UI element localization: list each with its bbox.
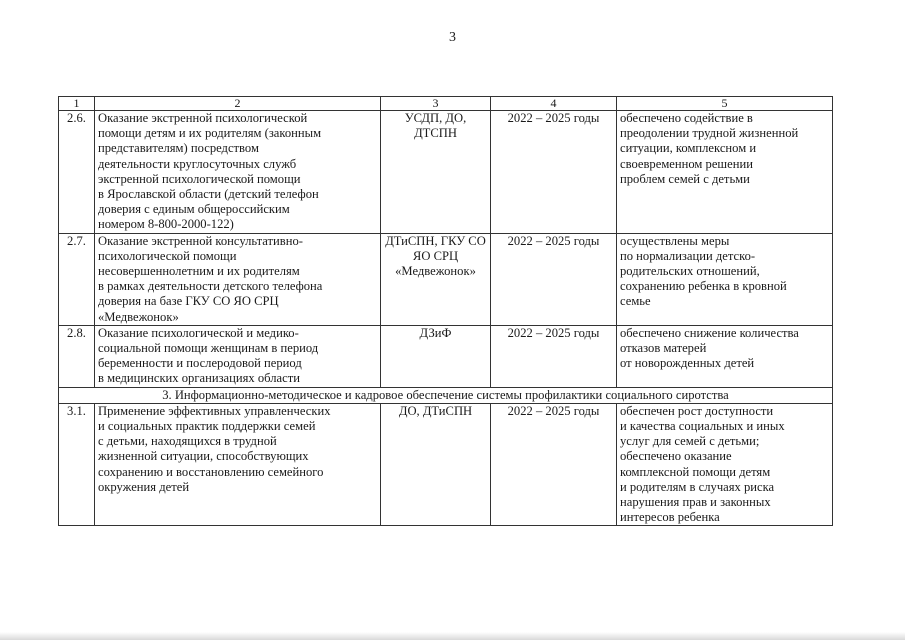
table-header-row: [59, 97, 833, 111]
header-col-5: 5: [617, 97, 833, 111]
row-result: обеспечено содействие в преодолении трудной жизненной ситуации, комплексном и своевременном решении проблем семей с детьми: [617, 111, 833, 234]
row-number: 2.7.: [59, 233, 95, 325]
row-result: осуществлены меры по нормализации детско- родительских отношений, сохранению ребенка в кровной семье: [617, 233, 833, 325]
row-executor: УСДП, ДО, ДТСПН: [381, 111, 491, 234]
scan-edge: [0, 632, 905, 640]
row-number: 2.8.: [59, 325, 95, 387]
row-executor: ДО, ДТиСПН: [381, 403, 491, 526]
row-result: обеспечен рост доступности и качества социальных и иных услуг для семей с детьми; обеспечено оказание комплексной помощи детям и родителям в случаях риска нарушения прав и законных интересов ребенка: [617, 403, 833, 526]
row-term: 2022 – 2025 годы: [491, 111, 617, 234]
row-executor: ДЗиФ: [381, 325, 491, 387]
table-row: [59, 325, 833, 387]
header-col-2: 2: [95, 97, 381, 111]
row-term: 2022 – 2025 годы: [491, 403, 617, 526]
row-result: обеспечено снижение количества отказов матерей от новорожденных детей: [617, 325, 833, 387]
table-row: [59, 403, 833, 526]
section-row: [59, 387, 833, 403]
row-task: Оказание психологической и медико- социальной помощи женщинам в период беременности и послеродовой период в медицинских организациях области: [95, 325, 381, 387]
table-row: [59, 111, 833, 234]
row-executor: ДТиСПН, ГКУ СО ЯО СРЦ «Медвежонок»: [381, 233, 491, 325]
table-row: [59, 233, 833, 325]
header-col-4: 4: [491, 97, 617, 111]
header-col-1: 1: [59, 97, 95, 111]
row-task: Оказание экстренной психологической помощи детям и их родителям (законным представителям) посредством деятельности круглосуточных служб экстренной психологической помощи в Ярославской области (детский телефон доверия с единым общероссийским номером 8-800-2000-122): [95, 111, 381, 234]
row-task: Применение эффективных управленческих и социальных практик поддержки семей с детьми, находящихся в трудной жизненной ситуации, способствующих сохранению и восстановлению семейного окружения детей: [95, 403, 381, 526]
row-task: Оказание экстренной консультативно- психологической помощи несовершеннолетним и их родителям в рамках деятельности детского телефона доверия на базе ГКУ СО ЯО СРЦ «Медвежонок»: [95, 233, 381, 325]
row-term: 2022 – 2025 годы: [491, 325, 617, 387]
section-title: 3. Информационно-методическое и кадровое обеспечение системы профилактики социального сиротства: [59, 387, 833, 403]
header-col-3: 3: [381, 97, 491, 111]
row-term: 2022 – 2025 годы: [491, 233, 617, 325]
row-number: 3.1.: [59, 403, 95, 526]
page-number: 3: [449, 30, 456, 45]
row-number: 2.6.: [59, 111, 95, 234]
measures-table: [58, 96, 833, 526]
